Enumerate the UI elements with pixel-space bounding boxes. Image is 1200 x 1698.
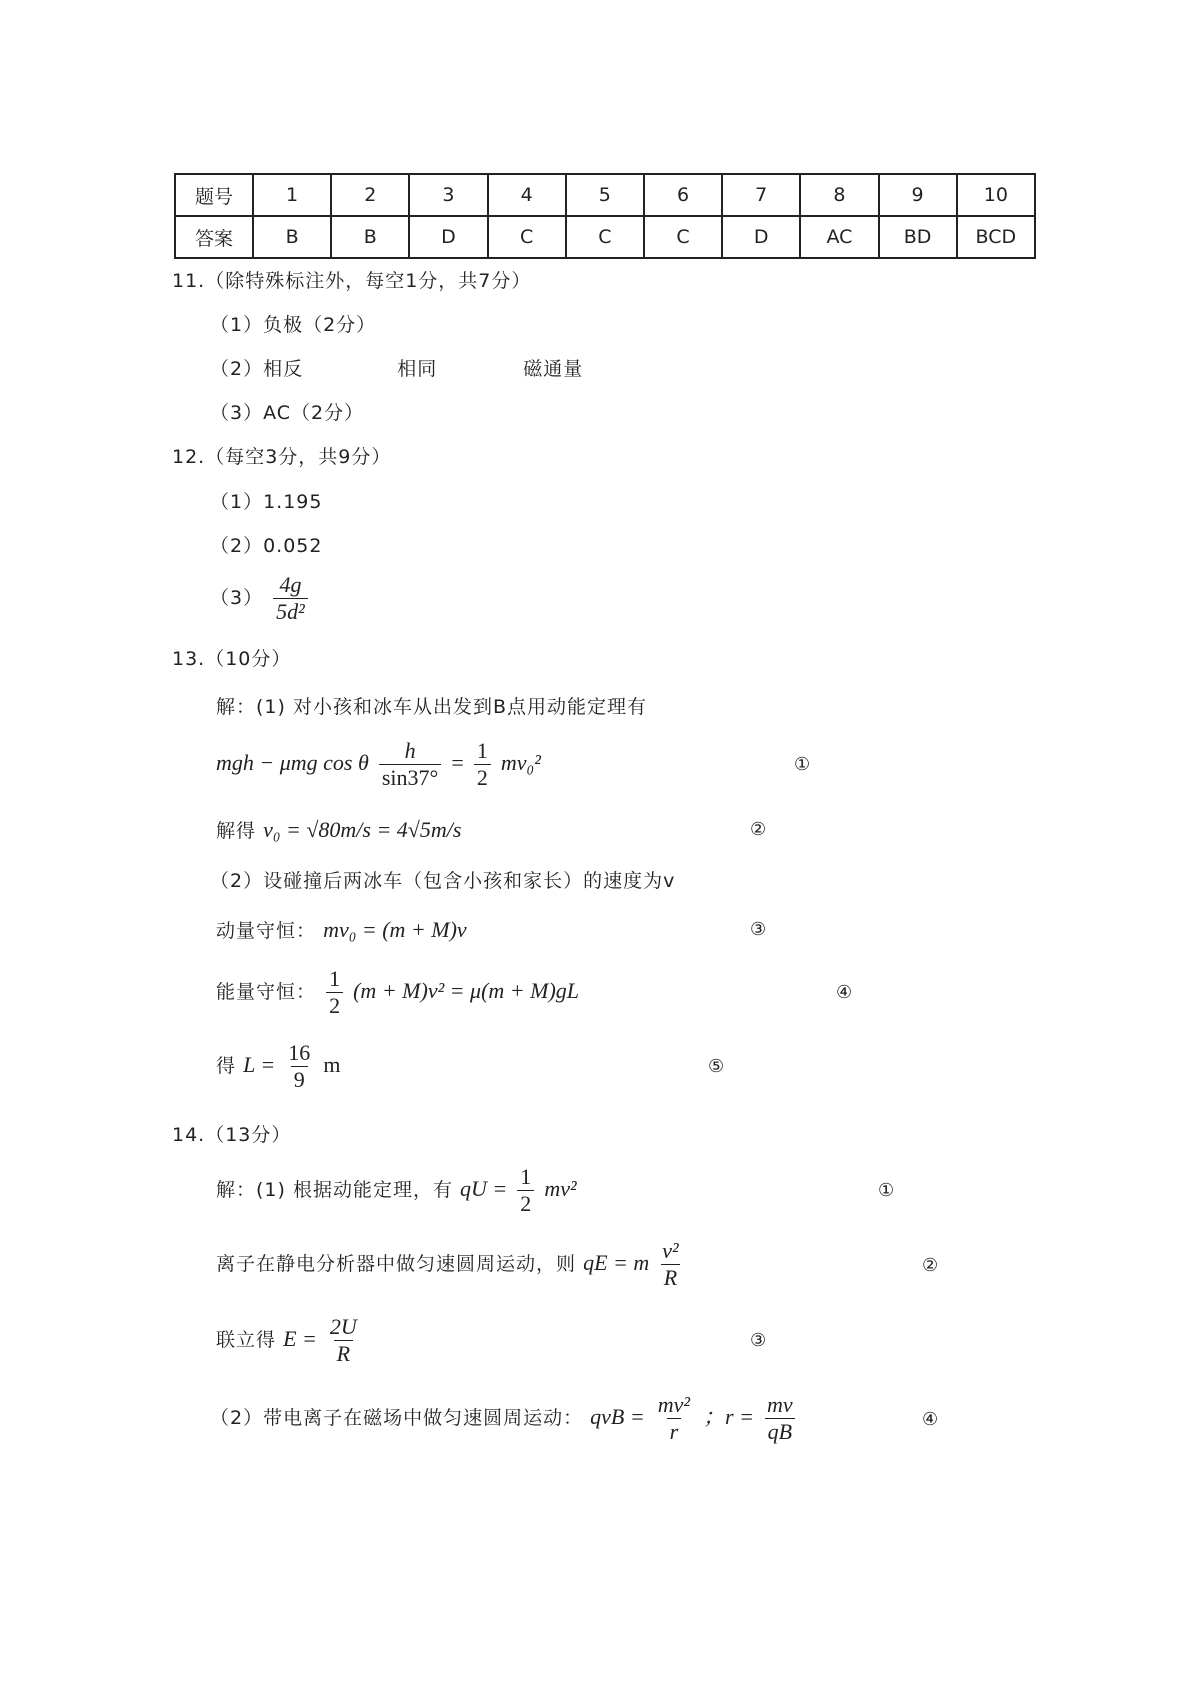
eq4-expression: (m + M)v² = μ(m + M)gL (353, 978, 580, 1003)
q11-part2 (210, 354, 583, 381)
q13-part2: （2）设碰撞后两冰车（包含小孩和家长）的速度为v (210, 870, 676, 892)
table-cell: 7 (722, 174, 800, 216)
table-cell-label: 答案 (175, 216, 253, 258)
q13-eq4 (216, 966, 579, 1019)
q13-intro: 解：(1) 对小孩和冰车从出发到B点用动能定理有 (216, 696, 647, 718)
q14-header: 14.（13分） (172, 1124, 292, 1146)
fraction-numerator: v² (662, 1238, 679, 1263)
eq5-fraction (285, 1040, 313, 1093)
table-cell: 5 (566, 174, 644, 216)
q14-step1 (216, 1164, 577, 1217)
fraction-denominator: 9 (291, 1066, 308, 1093)
mark-2: ② (922, 1255, 939, 1276)
table-cell: 1 (253, 174, 331, 216)
mark-2: ② (750, 819, 767, 840)
mark-4: ④ (836, 982, 853, 1003)
q14-step3 (216, 1314, 363, 1367)
fraction-denominator: 2 (326, 992, 343, 1019)
s4-fraction (655, 1392, 693, 1445)
fraction-denominator: sin37° (379, 764, 441, 791)
fraction-numerator: 1 (329, 966, 341, 991)
q12-fraction (273, 572, 308, 625)
table-cell: D (722, 216, 800, 258)
eq1-half (474, 738, 491, 791)
table-cell: 2 (331, 174, 409, 216)
q12-part2: （2）0.052 (210, 535, 323, 557)
s4-mid: ；r = (703, 1404, 754, 1429)
eq3-expression: mv₀ = (m + M)v (323, 917, 467, 942)
table-cell: BD (879, 216, 957, 258)
mark-4: ④ (922, 1409, 939, 1430)
fraction-denominator: 5d² (273, 598, 308, 625)
fraction-numerator: mv² (657, 1392, 690, 1417)
table-row-numbers (175, 174, 1035, 216)
table-row-answers (175, 216, 1035, 258)
table-cell: D (409, 216, 487, 258)
s3-left: E = (283, 1326, 317, 1351)
fraction-numerator: 1 (476, 738, 488, 763)
fraction-denominator: 2 (517, 1190, 534, 1217)
q13-eq1 (216, 738, 541, 791)
mark-1: ① (878, 1180, 895, 1201)
fraction-numerator: 2U (329, 1314, 357, 1339)
eq1-left: mgh − μmg cos θ (216, 750, 369, 775)
table-cell: BCD (957, 216, 1035, 258)
fraction-denominator: 2 (474, 764, 491, 791)
table-cell: 9 (879, 174, 957, 216)
s1-fraction (517, 1164, 534, 1217)
table-cell: AC (800, 216, 878, 258)
s4-fraction-2 (764, 1392, 796, 1445)
eq1-right: mv₀² (500, 750, 541, 775)
fraction-denominator: R (661, 1264, 680, 1291)
table-cell-label: 题号 (175, 174, 253, 216)
eq2-expression: v₀ = √80m/s = 4√5m/s (263, 817, 462, 842)
table-cell: 6 (644, 174, 722, 216)
fraction-numerator: 4g (279, 572, 302, 597)
q14-step4 (210, 1392, 799, 1445)
fraction-denominator: R (334, 1340, 353, 1367)
s4-label: （2）带电离子在磁场中做匀速圆周运动： (210, 1407, 584, 1429)
fraction-numerator: 1 (520, 1164, 532, 1189)
mark-5: ⑤ (708, 1056, 725, 1077)
q11-part3: （3）AC（2分） (210, 402, 365, 424)
s2-label: 离子在静电分析器中做匀速圆周运动，则 (216, 1253, 577, 1275)
q11-header: 11.（除特殊标注外，每空1分，共7分） (172, 270, 532, 292)
q12-part3-label: （3） (210, 587, 264, 609)
eq4-label: 能量守恒： (216, 981, 317, 1003)
table-cell: 8 (800, 174, 878, 216)
s1-left: qU = (460, 1176, 508, 1201)
eq5-label: 得 (216, 1055, 237, 1077)
s2-fraction (659, 1238, 681, 1291)
fraction-numerator: h (404, 738, 416, 763)
eq2-label: 解得 (216, 820, 257, 842)
q11-part2-c: 磁通量 (523, 358, 584, 380)
eq1-equals: = (451, 750, 464, 775)
fraction-numerator: mv (767, 1392, 793, 1417)
mark-3: ③ (750, 919, 767, 940)
q11-part2-b: 相同 (397, 358, 438, 380)
s1-label: 解：(1) 根据动能定理，有 (216, 1179, 453, 1201)
eq1-fraction (379, 738, 441, 791)
q14-step2 (216, 1238, 685, 1291)
q13-eq5 (216, 1040, 340, 1093)
q13-eq2 (216, 816, 461, 843)
table-cell: 4 (488, 174, 566, 216)
q13-header: 13.（10分） (172, 648, 292, 670)
eq3-label: 动量守恒： (216, 920, 317, 942)
mark-1: ① (794, 754, 811, 775)
s3-fraction (327, 1314, 360, 1367)
q11-part2-a: （2）相反 (210, 358, 304, 380)
q12-part1: （1）1.195 (210, 491, 323, 513)
table-cell: C (644, 216, 722, 258)
answer-table (174, 173, 1036, 259)
q12-part3 (210, 572, 311, 625)
table-cell: 10 (957, 174, 1035, 216)
mark-3: ③ (750, 1330, 767, 1351)
s3-label: 联立得 (216, 1329, 277, 1351)
eq4-half (326, 966, 343, 1019)
eq5-left: L = (243, 1052, 276, 1077)
table-cell: 3 (409, 174, 487, 216)
fraction-denominator: r (667, 1418, 682, 1445)
q11-part1: （1）负极（2分） (210, 314, 377, 336)
q13-eq3 (216, 916, 467, 943)
q12-header: 12.（每空3分，共9分） (172, 446, 392, 468)
fraction-numerator: 16 (288, 1040, 311, 1065)
table-cell: B (331, 216, 409, 258)
table-cell: C (488, 216, 566, 258)
eq5-unit: m (323, 1052, 341, 1077)
s1-right: mv² (544, 1176, 577, 1201)
s2-left: qE = m (583, 1250, 650, 1275)
fraction-denominator: qB (765, 1418, 795, 1445)
table-cell: B (253, 216, 331, 258)
table-cell: C (566, 216, 644, 258)
s4-left: qvB = (590, 1404, 645, 1429)
